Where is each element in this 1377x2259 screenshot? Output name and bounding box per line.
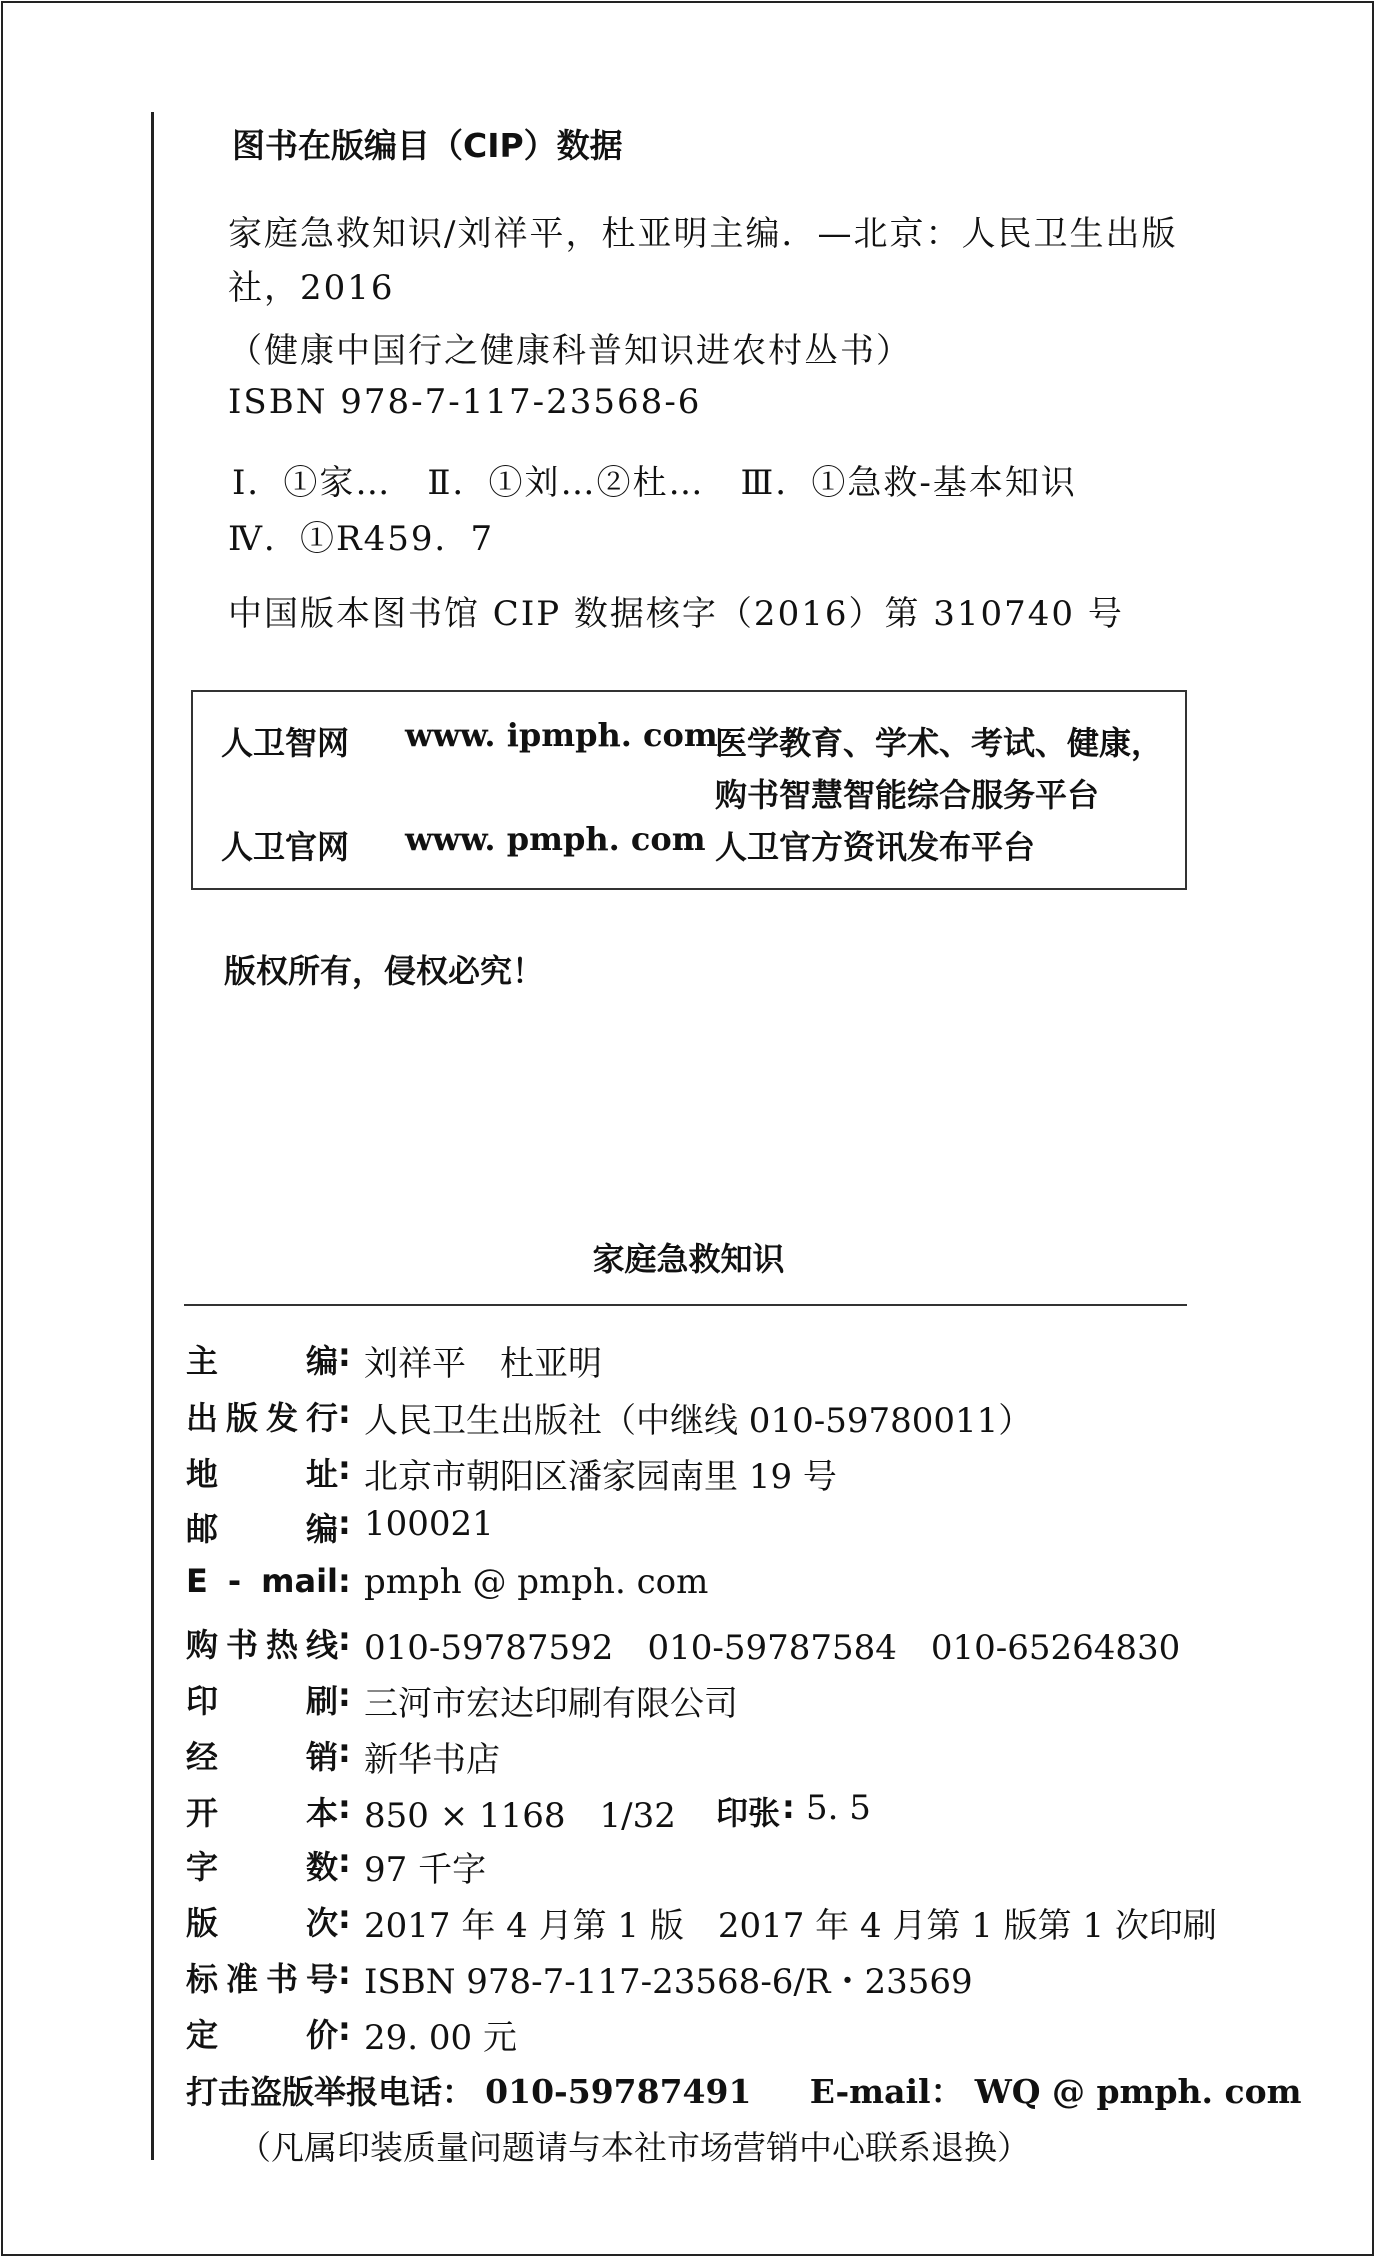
info-value: 北京市朝阳区潘家园南里 19 号 — [364, 1457, 837, 1497]
cip-line: 社，2016 — [228, 268, 395, 308]
website-url[interactable]: www. pmph. com — [405, 820, 706, 858]
margin-line — [151, 112, 154, 2160]
info-label: 版次 — [186, 1904, 338, 1942]
website-desc: 医学教育、学术、考试、健康， — [715, 724, 1164, 762]
info-colon: : — [338, 2010, 351, 2048]
info-label: 标准书号 — [186, 1960, 338, 1998]
cip-line: 家庭急救知识/刘祥平，杜亚明主编．—北京：人民卫生出版 — [228, 214, 1178, 254]
sheets-colon: : — [782, 1788, 795, 1826]
piracy-label: 打击盗版举报电话： — [186, 2073, 475, 2111]
info-colon: : — [338, 1562, 351, 1600]
info-colon: : — [338, 1954, 351, 1992]
info-label: E - mail — [186, 1562, 338, 1600]
info-label: 购书热线 — [186, 1626, 338, 1664]
info-value: ISBN 978-7-117-23568-6/R・23569 — [364, 1962, 973, 2002]
info-value: pmph @ pmph. com — [364, 1562, 709, 1602]
cip-line: 中国版本图书馆 CIP 数据核字（2016）第 310740 号 — [228, 594, 1124, 634]
info-colon: : — [338, 1732, 351, 1770]
info-label: 出版发行 — [186, 1399, 338, 1437]
copyright-notice: 版权所有，侵权必究！ — [224, 952, 545, 990]
info-colon: : — [338, 1449, 351, 1487]
info-colon: : — [338, 1336, 351, 1374]
title-rule — [184, 1304, 1187, 1306]
info-label: 开本 — [186, 1794, 338, 1832]
piracy-report-line — [186, 2066, 1302, 2113]
cip-line: （健康中国行之健康科普知识进农村丛书） — [228, 331, 912, 371]
quality-notice: （凡属印装质量问题请与本社市场营销中心联系退换） — [238, 2128, 1030, 2167]
website-name: 人卫官网 — [221, 828, 350, 866]
info-value: 100021 — [364, 1504, 494, 1544]
info-value: 29. 00 元 — [364, 2018, 517, 2058]
cip-line: Ⅳ．①R459．7 — [228, 519, 495, 559]
info-value: 刘祥平 杜亚明 — [364, 1344, 602, 1384]
info-value: 三河市宏达印刷有限公司 — [364, 1684, 738, 1724]
sheets-label: 印张 — [716, 1794, 781, 1832]
website-box — [191, 690, 1187, 890]
info-colon: : — [338, 1898, 351, 1936]
info-value: 010-59787592 010-59787584 010-65264830 — [364, 1628, 1181, 1668]
website-url[interactable]: www. ipmph. com — [405, 716, 718, 754]
website-desc: 人卫官方资讯发布平台 — [715, 828, 1036, 866]
info-colon: : — [338, 1842, 351, 1880]
book-title: 家庭急救知识 — [592, 1240, 785, 1278]
cip-line: Ⅰ．①家… Ⅱ．①刘…②杜… Ⅲ．①急救-基本知识 — [232, 463, 1077, 503]
info-label: 定价 — [186, 2016, 338, 2054]
info-value: 97 千字 — [364, 1850, 487, 1890]
cip-line: ISBN 978-7-117-23568-6 — [228, 382, 702, 422]
info-colon: : — [338, 1788, 351, 1826]
piracy-email[interactable]: WQ @ pmph. com — [974, 2072, 1302, 2111]
website-name: 人卫智网 — [221, 724, 350, 762]
info-colon: : — [338, 1676, 351, 1714]
piracy-email-label: E-mail： — [809, 2072, 964, 2111]
info-label: 印刷 — [186, 1682, 338, 1720]
info-label: 字数 — [186, 1848, 338, 1886]
info-label: 邮编 — [186, 1510, 338, 1548]
info-value: 2017 年 4 月第 1 版 2017 年 4 月第 1 版第 1 次印刷 — [364, 1906, 1217, 1946]
piracy-phone: 010-59787491 — [485, 2072, 752, 2111]
info-value: 850 × 1168 1/32 — [364, 1796, 676, 1836]
website-desc: 购书智慧智能综合服务平台 — [715, 776, 1100, 814]
info-colon: : — [338, 1393, 351, 1431]
info-colon: : — [338, 1620, 351, 1658]
sheets-value: 5. 5 — [806, 1788, 871, 1828]
info-label: 经销 — [186, 1738, 338, 1776]
cip-title: 图书在版编目（CIP）数据 — [232, 126, 623, 165]
info-value: 新华书店 — [364, 1740, 500, 1780]
info-value: 人民卫生出版社（中继线 010-59780011） — [364, 1401, 1033, 1441]
info-label: 地址 — [186, 1455, 338, 1493]
info-label: 主编 — [186, 1342, 338, 1380]
info-colon: : — [338, 1504, 351, 1542]
